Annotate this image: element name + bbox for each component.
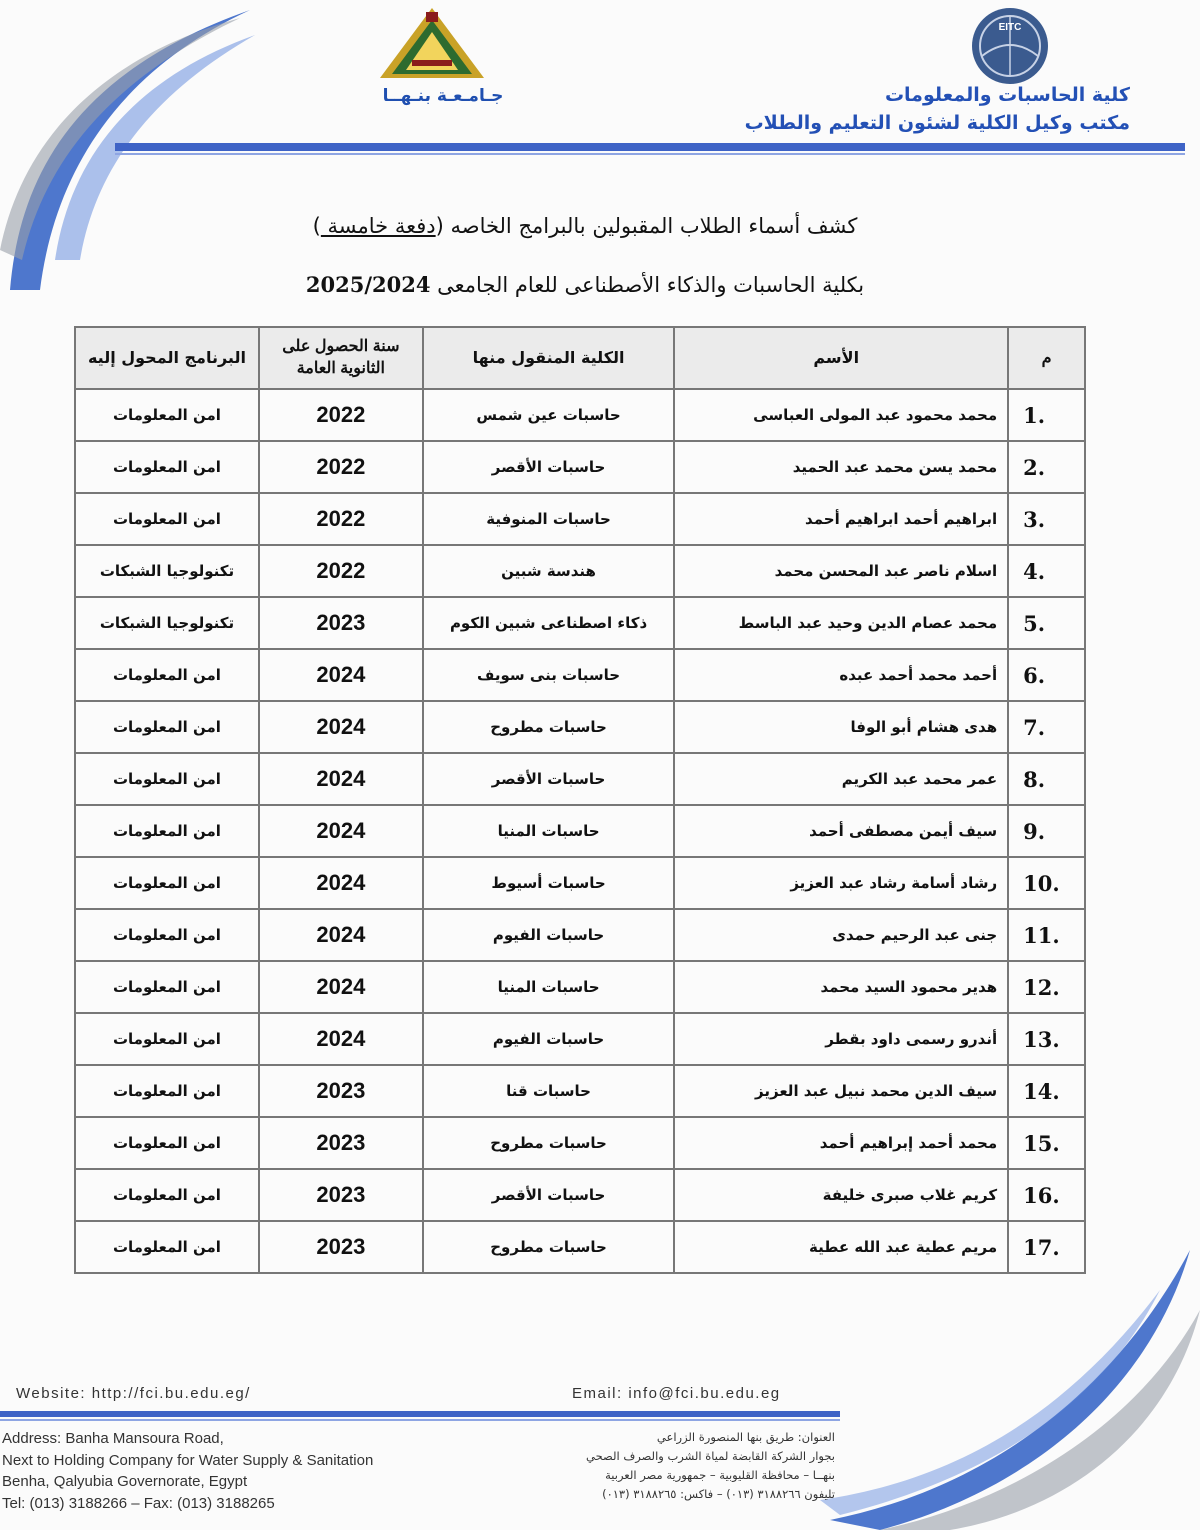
address-english (2, 1428, 373, 1514)
cell-faculty: حاسبات المنيا (423, 961, 675, 1013)
table-row (75, 701, 1085, 753)
cell-num: 9. (1008, 805, 1085, 857)
cell-num: 17. (1008, 1221, 1085, 1273)
address-en-line: Address: Banha Mansoura Road, (2, 1430, 224, 1447)
table-header-row (75, 327, 1085, 389)
cell-year: 2023 (259, 1169, 423, 1221)
cell-name: أحمد محمد أحمد عبده (674, 649, 1008, 701)
cell-faculty: حاسبات الأقصر (423, 753, 675, 805)
cell-faculty: حاسبات بنى سويف (423, 649, 675, 701)
cell-num: 16. (1008, 1169, 1085, 1221)
cell-faculty: حاسبات عين شمس (423, 389, 675, 441)
table-row (75, 493, 1085, 545)
cell-faculty: حاسبات قنا (423, 1065, 675, 1117)
cell-name: جنى عبد الرحيم حمدى (674, 909, 1008, 961)
cell-faculty: حاسبات أسيوط (423, 857, 675, 909)
cell-year: 2023 (259, 1221, 423, 1273)
office-name: مكتب وكيل الكلية لشئون التعليم والطلاب (744, 112, 1130, 134)
faculty-name: كلية الحاسبات والمعلومات (884, 84, 1130, 106)
cell-program: امن المعلومات (75, 389, 259, 441)
cell-year: 2022 (259, 389, 423, 441)
cell-name: محمد يسن محمد عبد الحميد (674, 441, 1008, 493)
cell-faculty: حاسبات المنيا (423, 805, 675, 857)
address-ar-line: تليفون ٣١٨٨٢٦٦ (٠١٣) – فاكس: ٣١٨٨٢٦٥ (٠١٣) (602, 1487, 835, 1501)
cell-year: 2024 (259, 753, 423, 805)
cell-year: 2024 (259, 805, 423, 857)
cell-faculty: هندسة شبين (423, 545, 675, 597)
cell-name: اسلام ناصر عبد المحسن محمد (674, 545, 1008, 597)
cell-num: 8. (1008, 753, 1085, 805)
cell-program: امن المعلومات (75, 441, 259, 493)
header-program: البرنامج المحول إليه (75, 327, 259, 389)
address-en-line: Benha, Qalyubia Governorate, Egypt (2, 1473, 248, 1490)
cell-year: 2024 (259, 701, 423, 753)
cell-name: كريم غلاب صبرى خليفة (674, 1169, 1008, 1221)
cell-year: 2022 (259, 493, 423, 545)
header-divider (115, 143, 1185, 151)
website-text: Website: http://fci.bu.edu.eg/ (16, 1385, 251, 1402)
header-year (259, 327, 423, 389)
cell-name: أندرو رسمى داود بقطر (674, 1013, 1008, 1065)
cell-num: 10. (1008, 857, 1085, 909)
table-row (75, 389, 1085, 441)
address-en-line: Tel: (013) 3188266 – Fax: (013) 3188265 (2, 1494, 275, 1512)
table-row (75, 649, 1085, 701)
cell-num: 1. (1008, 389, 1085, 441)
table-row (75, 597, 1085, 649)
title-line1-main: كشف أسماء الطلاب المقبولين بالبرامج الخاصه ( (435, 214, 858, 238)
footer-divider-thin (0, 1419, 840, 1421)
cell-num: 4. (1008, 545, 1085, 597)
cell-year: 2022 (259, 545, 423, 597)
cell-num: 12. (1008, 961, 1085, 1013)
address-ar-line: بنهــا – محافظة القليوبية – جمهورية مصر العربية (605, 1468, 835, 1482)
table-row (75, 909, 1085, 961)
cell-faculty: حاسبات الفيوم (423, 909, 675, 961)
cell-program: تكنولوجيا الشبكات (75, 545, 259, 597)
title-line1-close: ) (312, 214, 321, 238)
cell-year: 2024 (259, 961, 423, 1013)
faculty-logo (968, 4, 1052, 88)
address-arabic (586, 1428, 835, 1504)
address-en-line: Next to Holding Company for Water Supply & Sanitation (2, 1451, 374, 1469)
header-year-line2: الثانوية العامة (296, 360, 385, 377)
cell-name: محمد محمود عبد المولى العباسى (674, 389, 1008, 441)
cell-year: 2023 (259, 1117, 423, 1169)
cell-faculty: حاسبات الأقصر (423, 441, 675, 493)
cell-faculty: حاسبات مطروح (423, 701, 675, 753)
table-row (75, 857, 1085, 909)
cell-num: 13. (1008, 1013, 1085, 1065)
cell-year: 2024 (259, 1013, 423, 1065)
cell-num: 14. (1008, 1065, 1085, 1117)
cell-num: 11. (1008, 909, 1085, 961)
document-subtitle (300, 272, 870, 297)
table-row (75, 545, 1085, 597)
cell-name: رشاد أسامة رشاد عبد العزيز (674, 857, 1008, 909)
table-row (75, 441, 1085, 493)
table-row (75, 1169, 1085, 1221)
students-table (74, 326, 1086, 1274)
cell-faculty: ذكاء اصطناعى شبين الكوم (423, 597, 675, 649)
cell-num: 6. (1008, 649, 1085, 701)
cell-program: امن المعلومات (75, 961, 259, 1013)
table-row (75, 1065, 1085, 1117)
email-text: Email: info@fci.bu.edu.eg (572, 1385, 781, 1402)
cell-program: امن المعلومات (75, 1065, 259, 1117)
title-batch: دفعة خامسة (320, 214, 436, 238)
table-row (75, 805, 1085, 857)
cell-year: 2023 (259, 597, 423, 649)
table-row (75, 961, 1085, 1013)
cell-name: هدى هشام أبو الوفا (674, 701, 1008, 753)
cell-name: هدير محمود السيد محمد (674, 961, 1008, 1013)
cell-program: امن المعلومات (75, 1013, 259, 1065)
address-ar-line: العنوان: طريق بنها المنصورة الزراعي (656, 1430, 835, 1444)
header-faculty: الكلية المنقول منها (423, 327, 675, 389)
table-row (75, 1013, 1085, 1065)
cell-faculty: حاسبات الأقصر (423, 1169, 675, 1221)
footer-divider (0, 1411, 840, 1417)
cell-name: ابراهيم أحمد ابراهيم أحمد (674, 493, 1008, 545)
cell-program: امن المعلومات (75, 493, 259, 545)
cell-program: امن المعلومات (75, 805, 259, 857)
cell-program: امن المعلومات (75, 857, 259, 909)
subtitle-main: بكلية الحاسبات والذكاء الأصطناعى للعام الجامعى (437, 273, 865, 297)
cell-name: مريم عطية عبد الله عطية (674, 1221, 1008, 1273)
cell-num: 7. (1008, 701, 1085, 753)
cell-program: امن المعلومات (75, 1221, 259, 1273)
cell-program: امن المعلومات (75, 909, 259, 961)
cell-name: سيف أيمن مصطفى أحمد (674, 805, 1008, 857)
header-year-line1: سنة الحصول على (282, 338, 400, 356)
cell-faculty: حاسبات الفيوم (423, 1013, 675, 1065)
cell-name: سيف الدين محمد نبيل عبد العزيز (674, 1065, 1008, 1117)
table-row (75, 753, 1085, 805)
cell-year: 2024 (259, 649, 423, 701)
cell-num: 15. (1008, 1117, 1085, 1169)
cell-name: عمر محمد عبد الكريم (674, 753, 1008, 805)
cell-program: امن المعلومات (75, 701, 259, 753)
cell-program: امن المعلومات (75, 753, 259, 805)
cell-year: 2024 (259, 857, 423, 909)
faculty-logo-text: EITC (998, 22, 1022, 33)
header-name: الأسم (674, 327, 1008, 389)
cell-faculty: حاسبات مطروح (423, 1221, 675, 1273)
cell-year: 2024 (259, 909, 423, 961)
bottom-right-swoosh-decoration (820, 1230, 1200, 1530)
cell-name: محمد عصام الدين وحيد عبد الباسط (674, 597, 1008, 649)
cell-program: امن المعلومات (75, 649, 259, 701)
cell-program: تكنولوجيا الشبكات (75, 597, 259, 649)
university-name: جـامـعـة بنـهــا (382, 86, 504, 106)
cell-num: 5. (1008, 597, 1085, 649)
cell-faculty: حاسبات مطروح (423, 1117, 675, 1169)
header-num: م (1008, 327, 1085, 389)
cell-year: 2022 (259, 441, 423, 493)
cell-num: 2. (1008, 441, 1085, 493)
table-row (75, 1117, 1085, 1169)
university-logo (372, 4, 492, 84)
cell-name: محمد أحمد إبراهيم أحمد (674, 1117, 1008, 1169)
cell-num: 3. (1008, 493, 1085, 545)
table-row (75, 1221, 1085, 1273)
address-ar-line: بجوار الشركة القابضة لمياة الشرب والصرف الصحي (585, 1449, 835, 1463)
header-divider-thin (115, 153, 1185, 155)
cell-program: امن المعلومات (75, 1169, 259, 1221)
cell-faculty: حاسبات المنوفية (423, 493, 675, 545)
cell-year: 2023 (259, 1065, 423, 1117)
academic-year: 2025/2024 (305, 272, 431, 297)
document-title (300, 214, 870, 238)
cell-program: امن المعلومات (75, 1117, 259, 1169)
